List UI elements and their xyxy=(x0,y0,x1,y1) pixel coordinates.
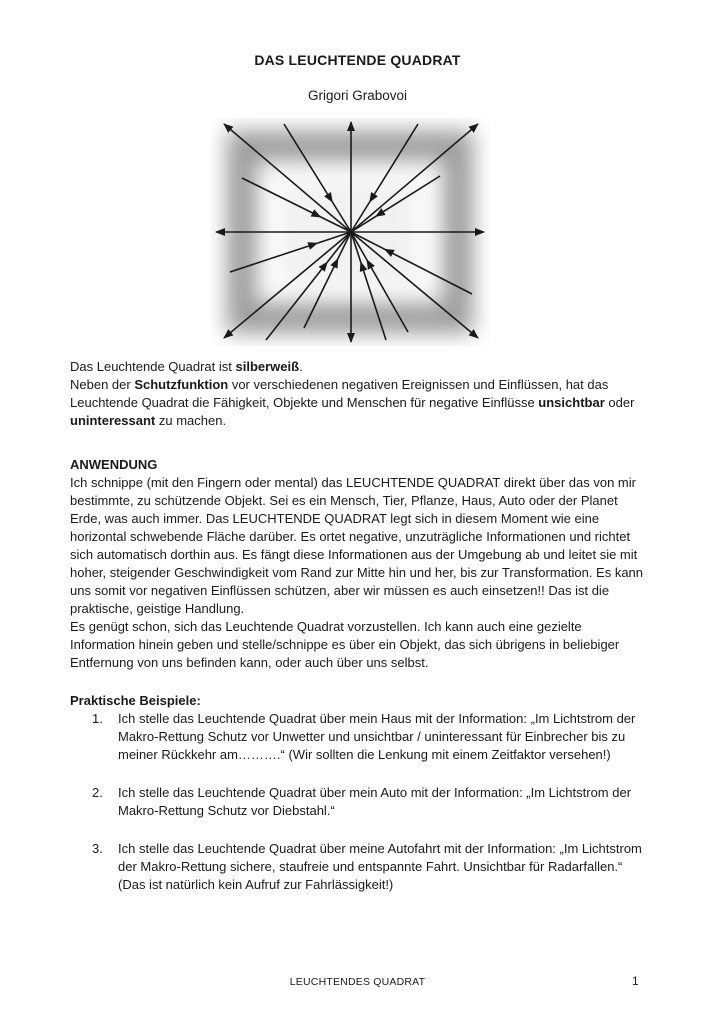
beispiele-heading: Praktische Beispiele: xyxy=(70,693,201,708)
intro-text: zu machen. xyxy=(155,413,227,428)
list-item-number: 1. xyxy=(92,711,103,726)
beispiele-section xyxy=(70,692,645,894)
intro-text: Neben der xyxy=(70,377,135,392)
list-item xyxy=(70,840,645,894)
footer-title: LEUCHTENDES QUADRAT xyxy=(289,976,426,988)
intro-section xyxy=(70,358,645,430)
anwendung-section xyxy=(70,456,645,672)
intro-text: . xyxy=(299,359,303,374)
anwendung-paragraph-1: Ich schnippe (mit den Fingern oder mental) das LEUCHTENDE QUADRAT direkt über das von mir bestimmte, zu schützende Objekt. Sei es ein Mensch, Tier, Pflanze, Haus, Auto oder der Planet Erde, was auch immer. Das LEUCHTENDE QUADRAT legt sich in diesem Moment wie eine horizontal schwebende Fläche darüber. Es ortet negative, unzuträgliche Informationen und richtet sich automatisch dorthin aus. Es fängt diese Informationen aus der Umgebung ab und leitet sie mit hoher, steigender Geschwindigkeit vom Rand zur Mitte hin und her, bis zur Transformation. Es kann uns somit vor negativen Einflüssen schützen, aber wir müssen es auch einsetzen!! Das ist die praktische, geistige Handlung. xyxy=(70,475,644,616)
intro-text: vor verschiedenen negativen Ereignissen und Einflüssen, hat das Leuchtende Quadrat die Fähigkeit, Objekte und Menschen für negative Einflüsse xyxy=(70,377,609,410)
document-author: Grigori Grabovoi xyxy=(307,88,408,103)
intro-line-1 xyxy=(70,358,645,376)
intro-paragraph-2 xyxy=(70,376,645,430)
list-item-number: 2. xyxy=(92,785,103,800)
list-item-number: 3. xyxy=(92,841,103,856)
list-item-text: Ich stelle das Leuchtende Quadrat über meine Autofahrt mit der Information: „Im Lichtstrom der Makro-Rettung sichere, staufreie und entspannte Fahrt. Unsichtbar für Radarfallen.“ (Das ist natürlich kein Aufruf zur Fahrlässigkeit!) xyxy=(118,841,642,892)
anwendung-paragraph-2: Es genügt schon, sich das Leuchtende Quadrat vorzustellen. Ich kann auch eine gezielte Information hinein geben und stelle/schnippe es über ein Objekt, das sich übrigens in beliebiger Entfernung von uns befinden kann, oder auch über uns selbst. xyxy=(70,619,620,670)
page-number: 1 xyxy=(632,974,639,988)
intro-emphasis: silberweiß xyxy=(235,359,300,374)
intro-emphasis: Schutzfunktion xyxy=(134,377,229,392)
list-item-text: Ich stelle das Leuchtende Quadrat über mein Haus mit der Information: „Im Lichtstrom der Makro-Rettung Schutz vor Unwetter und unsichtbar / uninteressant für Einbrecher bis zu meiner Rückkehr am……….“ (Wir sollten die Lenkung mit einem Zeitfaktor versehen!) xyxy=(118,711,636,762)
list-item xyxy=(70,710,645,764)
intro-text: Das Leuchtende Quadrat ist xyxy=(70,359,236,374)
document-title: DAS LEUCHTENDE QUADRAT xyxy=(254,52,461,68)
anwendung-heading: ANWENDUNG xyxy=(70,457,158,472)
intro-text: oder xyxy=(604,395,635,410)
luminous-square-figure xyxy=(210,118,490,346)
intro-emphasis: unsichtbar xyxy=(538,395,605,410)
list-item-text: Ich stelle das Leuchtende Quadrat über mein Auto mit der Information: „Im Lichtstrom der Makro-Rettung Schutz vor Diebstahl.“ xyxy=(118,785,632,818)
beispiele-list xyxy=(70,710,645,894)
list-item xyxy=(70,784,645,820)
luminous-square-illustration xyxy=(210,118,490,346)
intro-emphasis: uninteressant xyxy=(70,413,156,428)
